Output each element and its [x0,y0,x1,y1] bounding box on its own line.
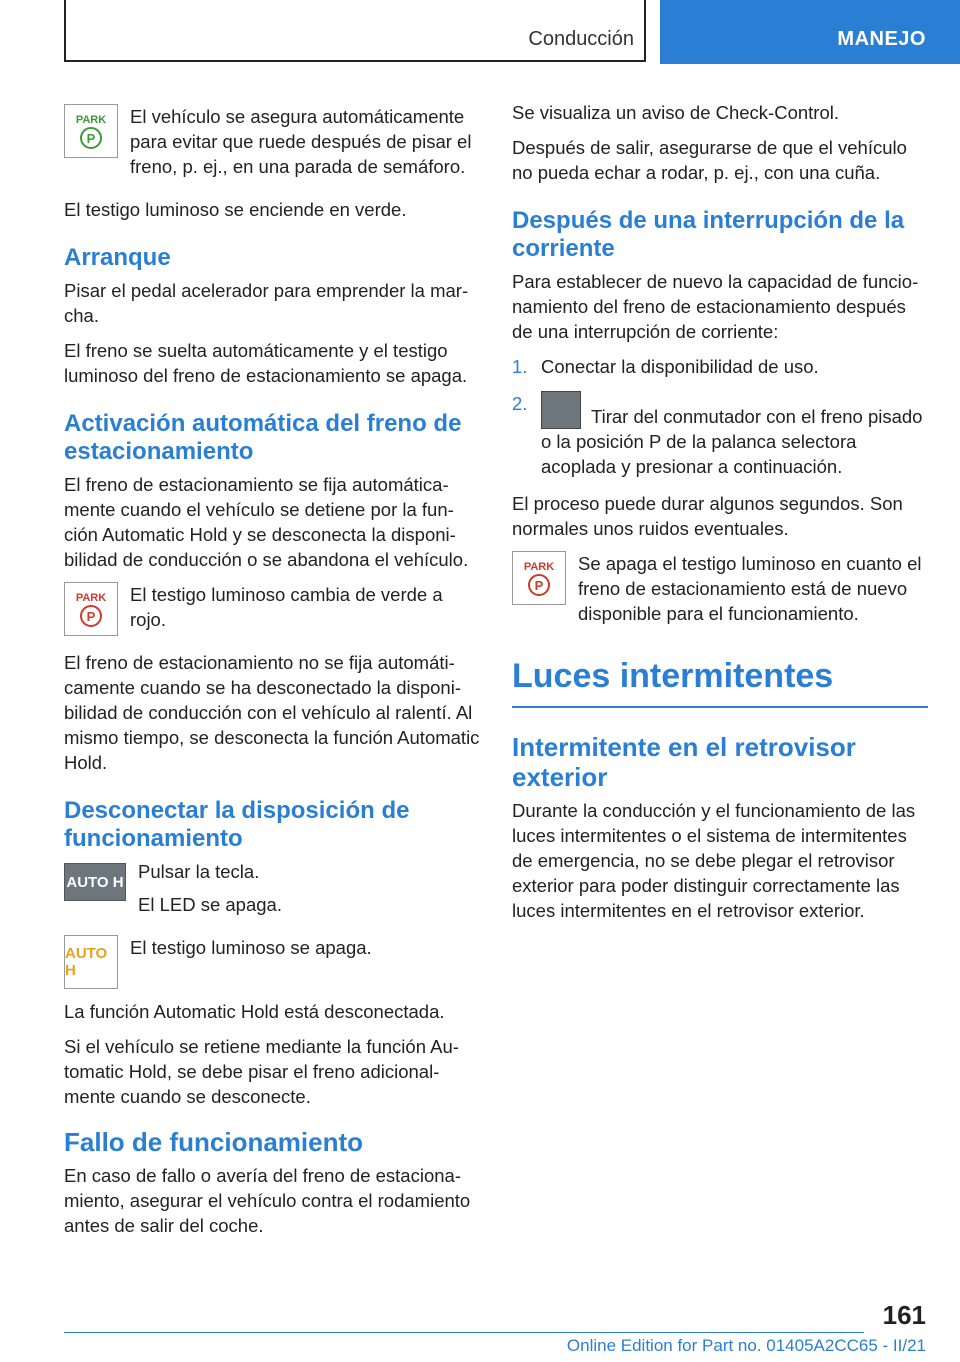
paragraph-salir: Después de salir, asegurarse de que el vehículo no pueda echar a rodar, p. ej., con una cuña. [512,137,907,183]
park-green-note [64,104,480,187]
park-brake-red-icon [64,582,118,636]
step-number: 1. [512,356,528,377]
header-chapter-label: MANEJO [837,28,926,50]
autoh-text-1: Pulsar la tecla. [138,861,260,882]
paragraph-arranque-2: El freno se suelta automáticamente y el testigo luminoso del freno de estacionamiento se apaga. [64,340,468,386]
autoh-lamp-note [64,935,480,989]
park-red-text-2: Se apaga el testigo luminoso en cuanto el freno de estacionamiento está de nuevo disponible para el funcionamiento. [578,553,922,624]
heading-luces-intermitentes: Luces intermitentes [512,656,928,708]
header-chapter-tab [660,0,960,64]
heading-desconectar: Desconectar la disposición de funcionamiento [64,797,410,852]
paragraph-activacion: El freno de estacionamiento se fija automáticamente cuando el vehículo se detiene por la función Automatic Hold y se desconecta la disponibilidad de conducción o se abandona el vehículo. [64,474,469,570]
header-section-title: Conducción [528,28,634,50]
paragraph-fallo: En caso de fallo o avería del freno de estacionamiento, asegurar el vehículo contra el rodamiento antes de salir del coche. [64,1165,471,1236]
page-number: 161 [882,1300,926,1330]
step-text: Tirar del conmutador con el freno pisado o la posición P de la palanca selectora acoplada y presionar a continuación. [541,406,923,477]
paragraph-proceso: El proceso puede durar algunos segundos. Son normales unos ruidos eventuales. [512,493,903,539]
footer-edition: Online Edition for Part no. 01405A2CC65 - II/21 [566,1336,926,1355]
park-brake-red-icon [512,551,566,605]
park-red-note [64,582,480,640]
left-column [64,100,480,1248]
paragraph-retiene: Si el vehículo se retiene mediante la función Automatic Hold, se debe pisar el freno adicionalmente cuando se desconecte. [64,1036,459,1107]
footer-divider [64,1332,864,1333]
svg-text:P: P [86,131,96,146]
park-red-note-2 [512,551,928,634]
svg-text:PARK: PARK [75,114,107,126]
park-green-text: El vehículo se asegura automáticamente para evitar que ruede después de pisar el freno, p. ej., en una parada de semáforo. [130,106,472,177]
paragraph-green-light: El testigo luminoso se enciende en verde. [64,199,407,220]
heading-activacion: Activación automática del freno de estacionamiento [64,410,462,465]
svg-text:PARK: PARK [523,561,555,573]
heading-interrupcion: Después de una interrupción de la corriente [512,207,905,262]
paragraph-retrovisor: Durante la conducción y el funcionamiento de las luces intermitentes o el sistema de intermitentes de emergencia, no se debe plegar el retrovisor exterior para poder distinguir correctamente las luces intermitentes en el retrovisor exterior. [512,800,916,921]
svg-text:P: P [86,609,96,624]
steps-list [512,354,928,479]
paragraph-desconectada: La función Automatic Hold está desconectada. [64,1001,445,1022]
heading-retrovisor: Intermitente en el retrovisor exterior [512,732,856,792]
autoh-button-note [64,859,480,925]
paragraph-arranque-1: Pisar el pedal acelerador para emprender la marcha. [64,280,469,326]
heading-fallo: Fallo de funcionamiento [64,1127,364,1157]
svg-text:PARK: PARK [75,592,107,604]
auto-hold-button-icon: AUTO H [64,863,126,901]
park-red-text: El testigo luminoso cambia de verde a rojo. [130,584,443,630]
svg-text:P: P [534,578,544,593]
right-column [512,100,928,933]
park-brake-green-icon [64,104,118,158]
paragraph-check-control: Se visualiza un aviso de Check-Control. [512,102,839,123]
paragraph-interrupcion: Para establecer de nuevo la capacidad de funcionamiento del freno de estacionamiento después de una interrupción de corriente: [512,271,919,342]
paragraph-no-fija: El freno de estacionamiento no se fija automáticamente cuando se ha desconectado la disponibilidad de conducción con el vehículo al ralentí. Al mismo tiempo, se desconecta la función Automatic Hold. [64,652,480,773]
step-number: 2. [512,393,528,414]
autoh-lamp-text: El testigo luminoso se apaga. [130,937,372,958]
autoh-text-2: El LED se apaga. [138,894,282,915]
list-item [512,391,928,479]
list-item [512,354,928,379]
step-text: Conectar la disponibilidad de uso. [541,356,819,377]
auto-hold-lamp-icon: AUTO H [64,935,118,989]
heading-arranque: Arranque [64,244,171,271]
parking-brake-switch-icon [541,391,581,429]
